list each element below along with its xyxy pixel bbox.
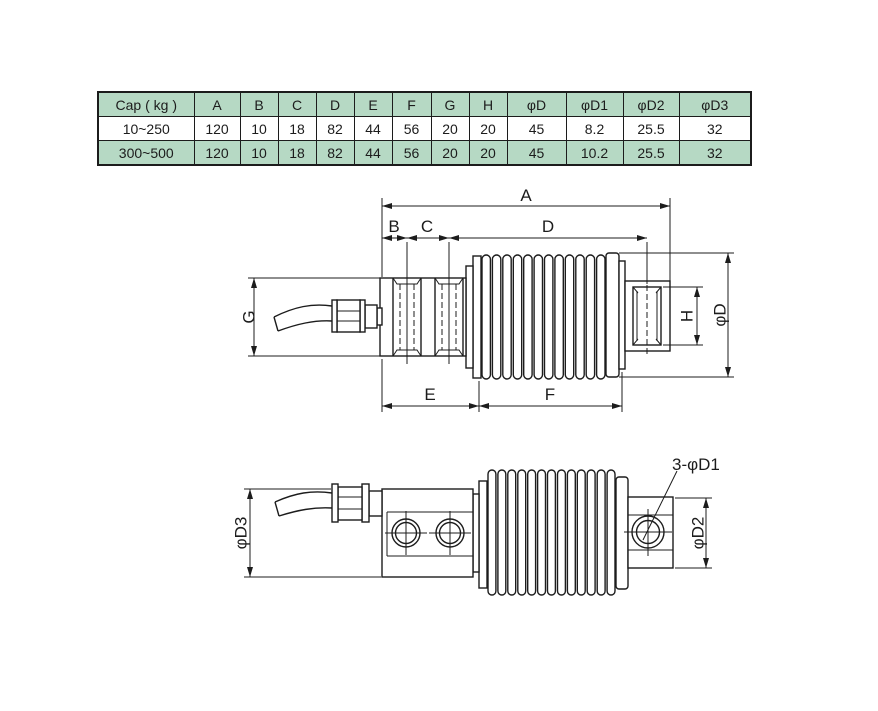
table-cell: 120 <box>194 117 240 141</box>
table-header-cell: D <box>316 92 354 117</box>
dim-label-h: H <box>677 309 697 323</box>
table-cell: 82 <box>316 141 354 166</box>
dim-label-a: A <box>520 186 532 205</box>
table-cell: 18 <box>278 141 316 166</box>
table-header-cell: B <box>240 92 278 117</box>
dim-label-g: G <box>239 310 259 324</box>
side-view-drawing <box>240 186 735 412</box>
bellows <box>488 470 615 595</box>
holes-callout-label: 3-φD1 <box>672 455 720 474</box>
table-header-cell: φD2 <box>623 92 679 117</box>
table-header-cell: φD3 <box>679 92 751 117</box>
table-header-cell: Cap ( kg ) <box>98 92 194 117</box>
table-header-cell: C <box>278 92 316 117</box>
table-cell: 32 <box>679 117 751 141</box>
table-cell: 82 <box>316 117 354 141</box>
table-cell: 32 <box>679 141 751 166</box>
table-cell: 44 <box>354 117 392 141</box>
cable-gland <box>332 484 382 522</box>
table-header-cell: E <box>354 92 392 117</box>
table-cell: 45 <box>507 141 566 166</box>
table-cell: 20 <box>431 117 469 141</box>
table-header-cell: φD1 <box>566 92 623 117</box>
dim-label-phi-d3: φD3 <box>231 516 251 550</box>
table-cell: 44 <box>354 141 392 166</box>
table-header-cell: φD <box>507 92 566 117</box>
table-cell: 25.5 <box>623 117 679 141</box>
table-cell: 45 <box>507 117 566 141</box>
table-cell: 10 <box>240 141 278 166</box>
table-header-cell: F <box>392 92 431 117</box>
dim-label-e: E <box>424 385 436 404</box>
table-header-cell: A <box>194 92 240 117</box>
table-cell: 20 <box>469 117 507 141</box>
bellows <box>482 255 605 379</box>
dim-label-f: F <box>544 385 556 404</box>
table-cell: 10 <box>240 117 278 141</box>
table-cell: 56 <box>392 117 431 141</box>
body <box>382 489 473 577</box>
dim-label-b: B <box>388 217 400 236</box>
dim-label-d: D <box>541 217 555 236</box>
table-cell: 18 <box>278 117 316 141</box>
table-cell: 25.5 <box>623 141 679 166</box>
cable-gland <box>332 300 382 332</box>
dim-label-phi-d2: φD2 <box>688 516 708 550</box>
table-header-cell: H <box>469 92 507 117</box>
top-view-drawing <box>232 455 720 595</box>
dim-label-phi-d: φD <box>710 303 730 327</box>
table-cell: 20 <box>431 141 469 166</box>
cable <box>274 305 332 331</box>
table-cell: 120 <box>194 141 240 166</box>
table-cell: 300~500 <box>98 141 194 166</box>
body <box>380 278 466 356</box>
table-cell: 56 <box>392 141 431 166</box>
table-cell: 10~250 <box>98 117 194 141</box>
table-header-cell: G <box>431 92 469 117</box>
cable <box>275 492 332 516</box>
end-block <box>624 497 673 568</box>
table-cell: 8.2 <box>566 117 623 141</box>
dim-label-c: C <box>420 217 434 236</box>
table-cell: 20 <box>469 141 507 166</box>
table-cell: 10.2 <box>566 141 623 166</box>
